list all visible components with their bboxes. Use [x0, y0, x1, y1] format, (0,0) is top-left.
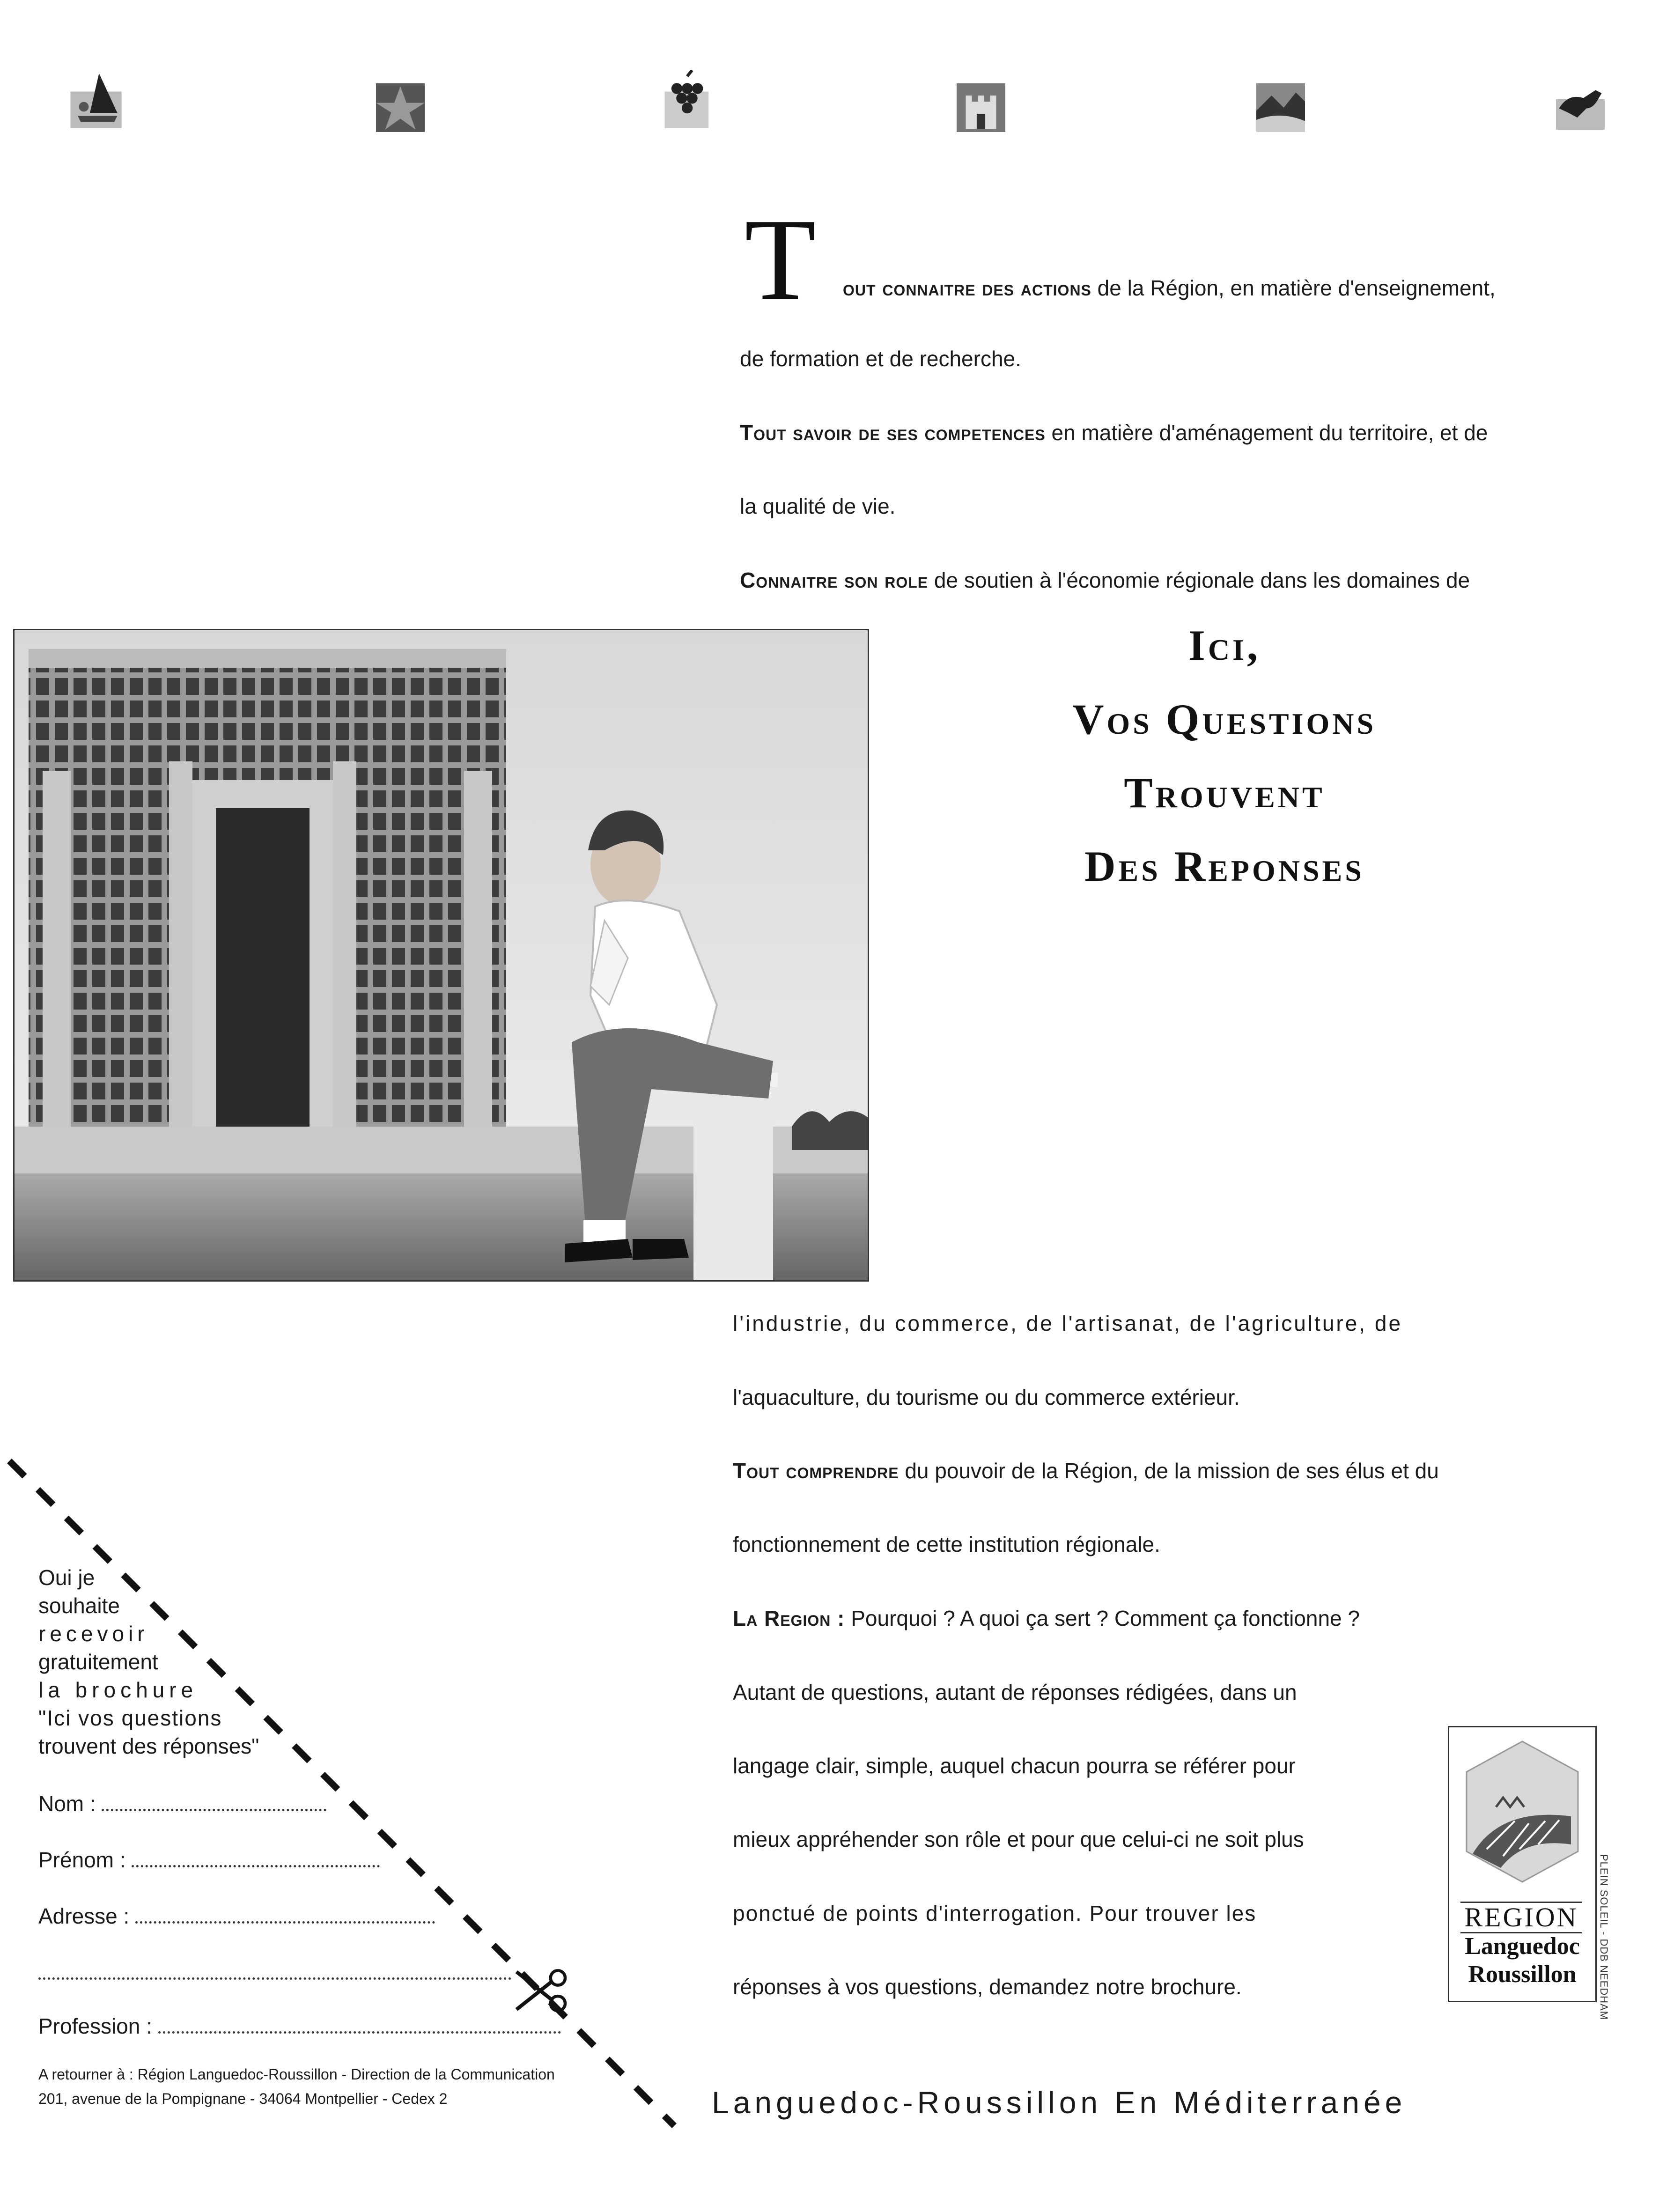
headline-line-1: Ici, [1188, 621, 1261, 669]
body-line-8: mieux appréhender son rôle et pour que celui-ci ne soit plus [733, 1827, 1304, 1851]
coupon-line-4: gratuitement [38, 1650, 158, 1674]
intro-line-5-rest: de soutien à l'économie régionale dans les domaines de [928, 568, 1470, 592]
logo-region-text: REGION [1460, 1902, 1582, 1933]
intro-line-3 [740, 420, 1601, 445]
headline-line-3: Trouvent [1124, 769, 1325, 817]
scissors-icon[interactable] [510, 1960, 571, 2020]
region-logo-emblem [1459, 1737, 1586, 1891]
coupon-line-7: trouvent des réponses" [38, 1734, 259, 1758]
footer-title: Languedoc-Roussillon En Méditerranée [712, 2085, 1407, 2120]
castle-icon [951, 77, 1011, 138]
profession-label: Profession : [38, 2014, 152, 2038]
intro-line-1-rest: de la Région, en matière d'enseignement, [1091, 276, 1496, 300]
intro-line-5 [740, 568, 1601, 592]
nom-label: Nom : [38, 1792, 96, 1816]
adresse-field[interactable] [38, 1903, 435, 1929]
prenom-field[interactable] [38, 1847, 380, 1873]
adresse-input-line-2[interactable] [38, 1973, 511, 1980]
intro-lead-competences: Tout savoir de ses competences [740, 420, 1046, 445]
body-line-3 [733, 1459, 1601, 1483]
headline-line-2: Vos Questions [1072, 695, 1377, 743]
adresse-input-line[interactable] [135, 1917, 435, 1924]
adresse-label: Adresse : [38, 1904, 130, 1928]
intro-lead-role: Connaitre son role [740, 568, 929, 592]
body-line-10: réponses à vos questions, demandez notre brochure. [733, 1975, 1242, 1999]
body-line-9: ponctué de points d'interrogation. Pour trouver les [733, 1901, 1257, 1925]
intro-line-3-rest: en matière d'aménagement du territoire, et de [1045, 420, 1488, 445]
profession-input-line[interactable] [158, 2027, 561, 2034]
body-line-5-rest: Pourquoi ? A quoi ça sert ? Comment ça fonctionne ? [845, 1606, 1360, 1630]
horse-icon [1550, 75, 1611, 136]
return-address-line-1: A retourner à : Région Languedoc-Roussillon - Direction de la Communication [38, 2066, 555, 2083]
agency-credit: PLEIN SOLEIL - DDB NEEDHAM [1598, 1854, 1610, 2020]
headline-line-4: Des Reponses [1084, 842, 1364, 890]
logo-roussillon-text: Roussillon [1468, 1961, 1577, 1988]
profession-field[interactable] [38, 2013, 561, 2039]
prenom-label: Prénom : [38, 1848, 126, 1872]
coupon-line-1: Oui je [38, 1565, 95, 1590]
body-line-3-rest: du pouvoir de la Région, de la mission de ses élus et du [899, 1459, 1439, 1483]
coupon-line-6: "Ici vos questions [38, 1706, 222, 1730]
body-line-2: l'aquaculture, du tourisme ou du commerce extérieur. [733, 1385, 1240, 1409]
body-line-6: Autant de questions, autant de réponses rédigées, dans un [733, 1680, 1297, 1704]
drop-cap: T [745, 195, 816, 324]
coupon-line-5: la brochure [38, 1678, 198, 1702]
logo-languedoc-text: Languedoc [1465, 1933, 1580, 1960]
body-line-4: fonctionnement de cette institution régionale. [733, 1532, 1160, 1556]
body-lead-region: La Region : [733, 1606, 845, 1630]
landscape-icon [1250, 77, 1311, 138]
star-map-icon [370, 77, 431, 138]
windsurf-icon [66, 70, 126, 131]
return-address-line-2: 201, avenue de la Pompignane - 34064 Montpellier - Cedex 2 [38, 2090, 448, 2107]
grapes-icon [656, 70, 716, 131]
adresse-field-2[interactable] [38, 1960, 511, 1985]
body-lead-comprendre: Tout comprendre [733, 1459, 899, 1483]
body-line-5 [733, 1606, 1601, 1630]
coupon-line-2: souhaite [38, 1593, 120, 1618]
intro-line-4: la qualité de vie. [740, 494, 896, 518]
intro-lead-actions: out connaitre des actions [843, 276, 1091, 300]
nom-input-line[interactable] [102, 1804, 326, 1811]
nom-field[interactable] [38, 1791, 326, 1816]
body-line-7: langage clair, simple, auquel chacun pourra se référer pour [733, 1754, 1296, 1778]
intro-line-2: de formation et de recherche. [740, 347, 1021, 371]
body-line-1: l'industrie, du commerce, de l'artisanat, de l'agriculture, de [733, 1311, 1403, 1335]
intro-line-1 [843, 275, 1496, 301]
region-logo [1448, 1726, 1597, 2002]
coupon-line-3: recevoir [38, 1622, 149, 1646]
photo-building-young-man [13, 629, 869, 1282]
prenom-input-line[interactable] [132, 1860, 380, 1867]
